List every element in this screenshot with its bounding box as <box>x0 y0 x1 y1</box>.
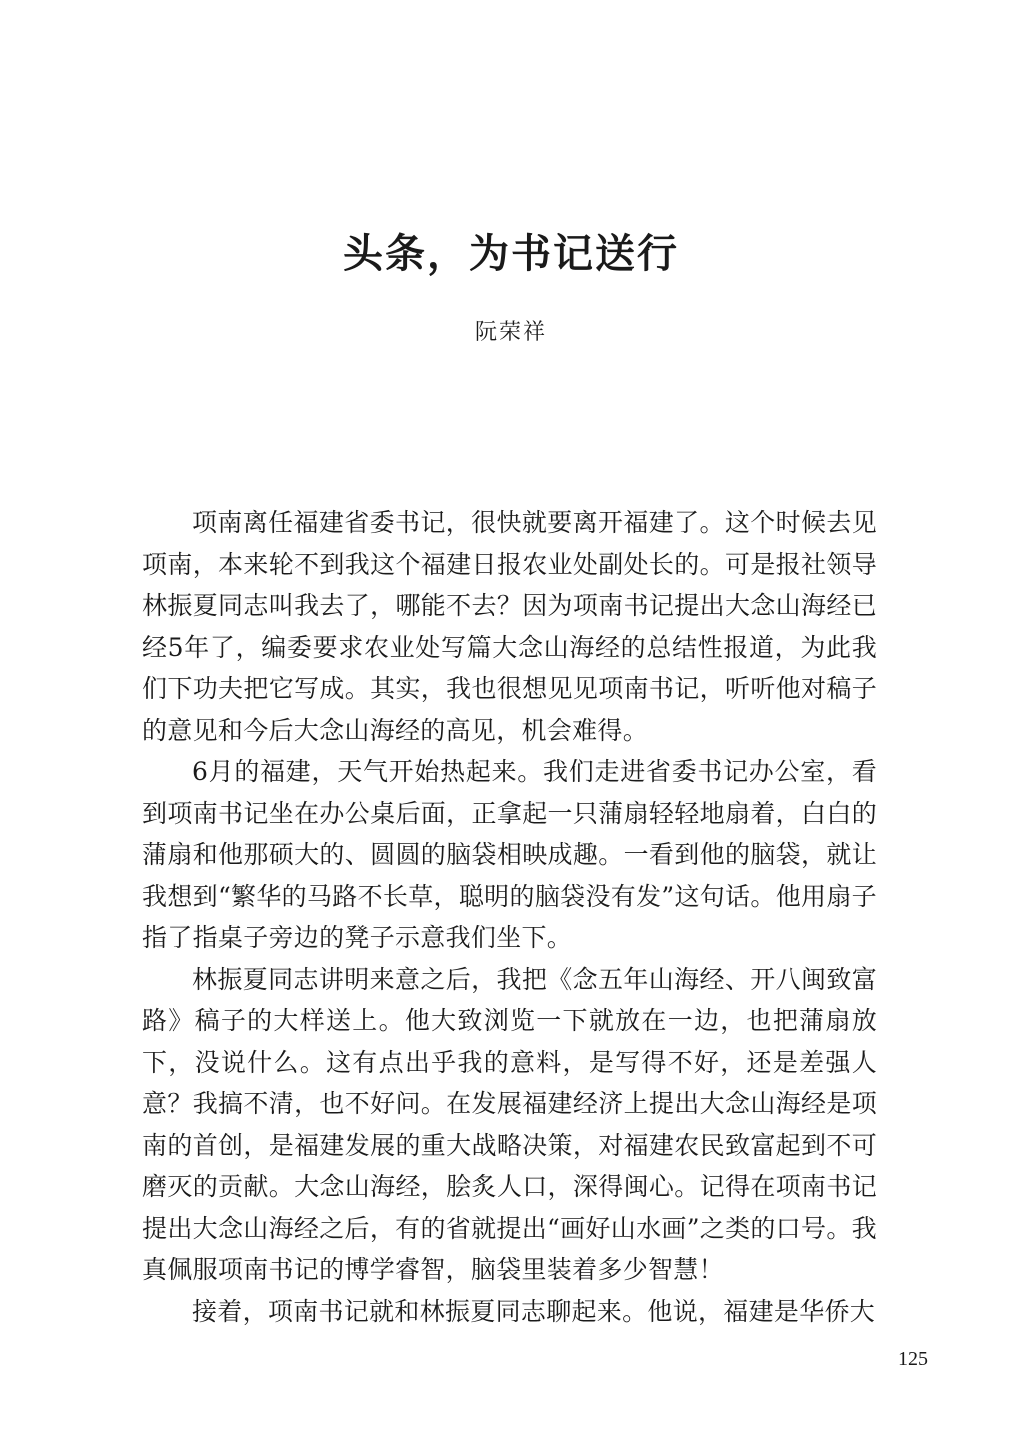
paragraph: 项南离任福建省委书记，很快就要离开福建了。这个时候去见项南，本来轮不到我这个福建日报农业处副处长的。可是报社领导林振夏同志叫我去了，哪能不去？因为项南书记提出大念山海经已经5年了，编委要求农业处写篇大念山海经的总结性报道，为此我们下功夫把它写成。其实，我也很想见见项南书记，听听他对稿子的意见和今后大念山海经的高见，机会难得。 <box>142 508 877 745</box>
paragraph: 6月的福建，天气开始热起来。我们走进省委书记办公室，看到项南书记坐在办公桌后面，正拿起一只蒲扇轻轻地扇着，白白的蒲扇和他那硕大的、圆圆的脑袋相映成趣。一看到他的脑袋，就让我想到“繁华的马路不长草，聪明的脑袋没有发”这句话。他用扇子指了指桌子旁边的凳子示意我们坐下。 <box>142 757 877 952</box>
paragraph: 林振夏同志讲明来意之后，我把《念五年山海经、开八闽致富路》稿子的大样送上。他大致浏览一下就放在一边，也把蒲扇放下，没说什么。这有点出乎我的意料，是写得不好，还是差强人意？我搞不清，也不好问。在发展福建经济上提出大念山海经是项南的首创，是福建发展的重大战略决策，对福建农民致富起到不可磨灭的贡献。大念山海经，脍炙人口，深得闽心。记得在项南书记提出大念山海经之后，有的省就提出“画好山水画”之类的口号。我真佩服项南书记的博学睿智，脑袋里装着多少智慧！ <box>142 964 877 1284</box>
page-number: 125 <box>898 1348 928 1370</box>
article-body <box>142 502 877 1332</box>
paragraph: 接着，项南书记就和林振夏同志聊起来。他说，福建是华侨大 <box>192 1296 876 1326</box>
author-name: 阮荣祥 <box>474 320 547 345</box>
article-title: 头条，为书记送行 <box>343 231 679 277</box>
